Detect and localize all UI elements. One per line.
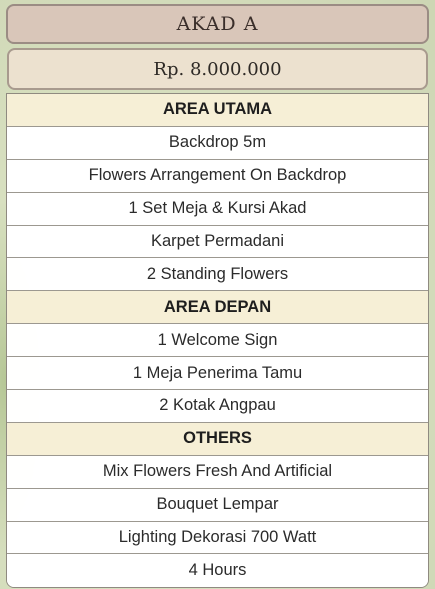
list-item: 2 Standing Flowers	[7, 258, 428, 291]
package-title: AKAD A	[6, 4, 429, 44]
list-item: Mix Flowers Fresh And Artificial	[7, 456, 428, 489]
list-item: 1 Welcome Sign	[7, 324, 428, 357]
list-item: Bouquet Lempar	[7, 489, 428, 522]
list-item: 2 Kotak Angpau	[7, 390, 428, 423]
list-item: 1 Meja Penerima Tamu	[7, 357, 428, 390]
list-item: Backdrop 5m	[7, 127, 428, 160]
list-item: Flowers Arrangement On Backdrop	[7, 160, 428, 193]
package-price: Rp. 8.000.000	[7, 48, 428, 90]
list-item: Lighting Dekorasi 700 Watt	[7, 522, 428, 555]
section-heading-area-depan: AREA DEPAN	[7, 291, 428, 324]
package-card	[6, 4, 429, 584]
list-item: Karpet Permadani	[7, 226, 428, 259]
section-heading-area-utama: AREA UTAMA	[7, 94, 428, 127]
package-details-table	[6, 93, 429, 588]
list-item: 1 Set Meja & Kursi Akad	[7, 193, 428, 226]
list-item: 4 Hours	[7, 554, 428, 587]
section-heading-others: OTHERS	[7, 423, 428, 456]
